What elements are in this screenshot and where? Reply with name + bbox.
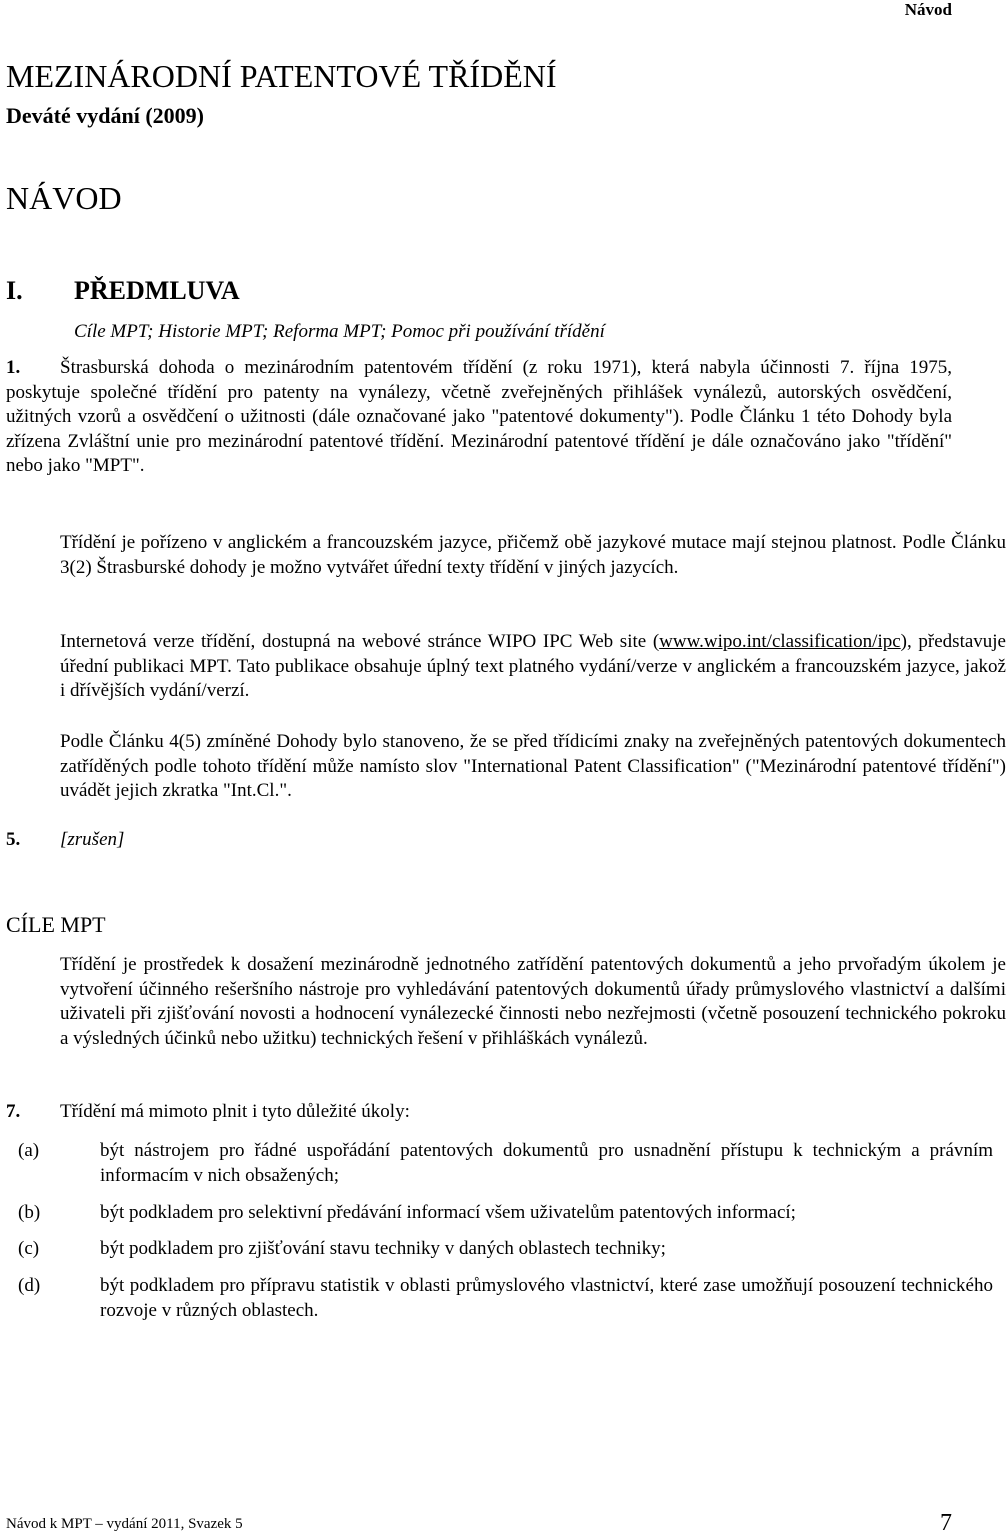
running-header: Návod [904,0,952,19]
section-subtitle: Cíle MPT; Historie MPT; Reforma MPT; Pomoc při používání třídění [74,321,605,342]
wipo-link[interactable]: www.wipo.int/classification/ipc [659,631,901,652]
paragraph-7 [6,1100,952,1125]
paragraph-number [6,630,60,655]
list-item-text: být podkladem pro selektivní předávání informací všem uživatelům patentových informací; [100,1202,796,1223]
list-item-label: (b) [18,1202,41,1223]
list-item-text: být podkladem pro přípravu statistik v oblasti průmyslového vlastnictví, které zase umožňují posouzení technického rozvoje v různých oblastech. [100,1275,993,1321]
paragraph-number [6,953,60,978]
paragraph-4 [6,730,1006,804]
list-item [18,1274,993,1323]
paragraph-text: Třídění je prostředek k dosažení mezinárodně jednotného zatřídění patentových dokumentů a jeho prvořadým úkolem je vytvoření účinného rešeršního nástroje pro vyhledávání patentových dokumentů úřady průmyslového vlastnictví a dalšími uživateli při zjišťování novosti a hodnocení vynálezecké činnosti nebo nezřejmosti (včetně posouzení technického pokroku a výsledných účinků nebo užitku) technických řešení v přihláškách vynálezů. [60,954,1006,1049]
guide-heading: NÁVOD [6,180,122,216]
paragraph-5 [6,828,952,853]
paragraph-text: ), představuje úřední publikaci MPT. Tato publikace obsahuje úplný text platného vydání/verze v anglickém a francouzském jazyce, jakož i dřívějších vydání/verzí. [60,631,1006,701]
paragraph-text: [zrušen] [60,829,125,850]
document-title: MEZINÁRODNÍ PATENTOVÉ TŘÍDĚNÍ [6,58,557,94]
list-item [18,1139,993,1188]
list-item [18,1201,993,1226]
paragraph-number [6,531,60,556]
paragraph-text: Internetová verze třídění, dostupná na webové stránce WIPO IPC Web site ( [60,631,660,652]
paragraph-text: Štrasburská dohoda o mezinárodním patentovém třídění (z roku 1971), která nabyla účinnosti 7. října 1975, poskytuje společné třídění pro patenty na vynálezy, včetně zveřejněných přihlášek vynálezů, autorských osvědčení, užitných vzorů a osvědčení o užitnosti (dále označované jako "patentové dokumenty"). Podle Článku 1 této Dohody byla zřízena Zvláštní unie pro mezinárodní patentové třídění. Mezinárodní patentové třídění je dále označováno jako "třídění" nebo jako "MPT". [6,357,952,476]
list-item-label: (c) [18,1238,40,1259]
list-item-label: (d) [18,1275,41,1296]
paragraph-text: Třídění má mimoto plnit i tyto důležité úkoly: [60,1101,410,1122]
paragraph-3 [6,630,1006,704]
paragraph-text: Třídění je pořízeno v anglickém a francouzském jazyce, přičemž obě jazykové mutace mají stejnou platnost. Podle Článku 3(2) Štrasburské dohody je možno vytvářet úřední texty třídění v jiných jazycích. [60,532,1006,578]
footer-text: Návod k MPT – vydání 2011, Svazek 5 [6,1516,243,1532]
section-number: I. [6,276,23,305]
paragraph-number: 1. [6,357,21,378]
page-number: 7 [940,1510,952,1536]
paragraph-6 [6,953,1006,1051]
paragraph-number: 5. [6,829,21,850]
cile-heading: CÍLE MPT [6,912,106,937]
list-item [18,1237,993,1262]
paragraph-2 [6,531,1006,580]
paragraph-text: Podle Článku 4(5) zmíněné Dohody bylo stanoveno, že se před třídicími znaky na zveřejněných patentových dokumentech zatříděných podle tohoto třídění může namísto slov "International Patent Classification" ("Mezinárodní patentové třídění") uvádět jejich zkratka "Int.Cl.". [60,731,1006,801]
list-item-label: (a) [18,1140,40,1161]
paragraph-number: 7. [6,1101,21,1122]
list-item-text: být nástrojem pro řádné uspořádání patentových dokumentů pro usnadnění přístupu k technickým a právním informacím v nich obsažených; [100,1140,993,1186]
paragraph-1 [6,356,952,479]
edition-subtitle: Deváté vydání (2009) [6,103,204,128]
list-item-text: být podkladem pro zjišťování stavu techniky v daných oblastech techniky; [100,1238,666,1259]
section-title: PŘEDMLUVA [74,276,240,305]
paragraph-number [6,730,60,755]
